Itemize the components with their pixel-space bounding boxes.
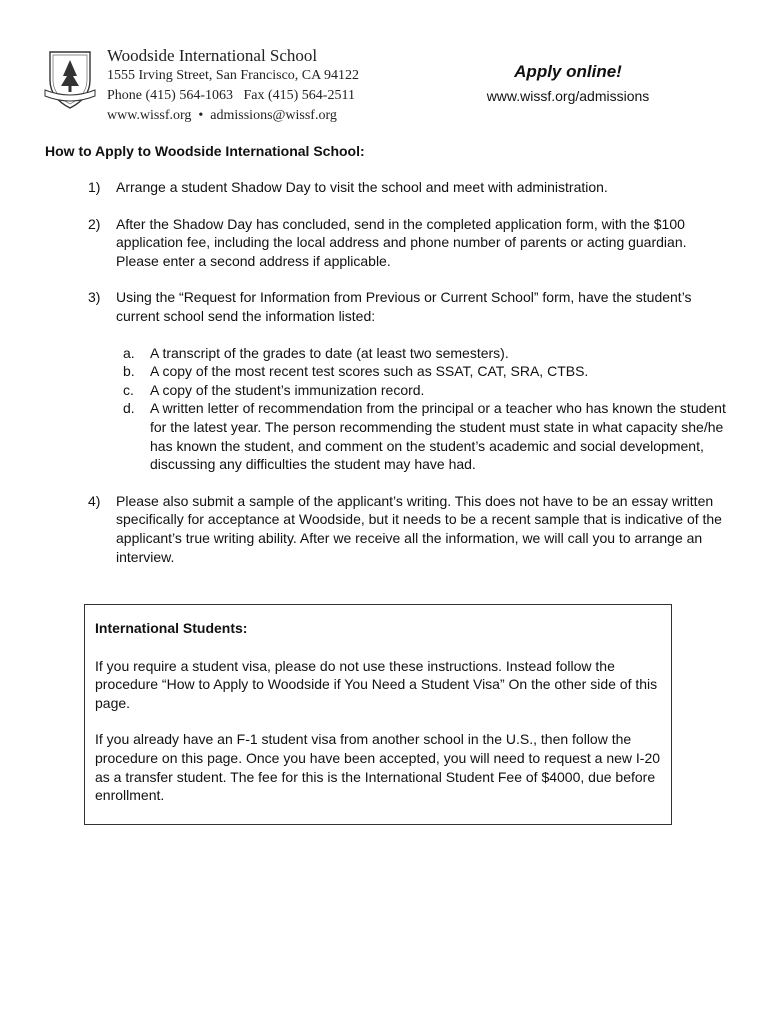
step-text: After the Shadow Day has concluded, send in the completed application form, with the $100 application fee, including the local address and phone number of parents or acting guardian. Please enter a second address if applicable. (116, 215, 687, 269)
substep-text: A written letter of recommendation from the principal or a teacher who has known the student for the latest year. The person recommending the student must state in what capacity she/he has known the student, and comment on the student’s academic and social development, discussing any difficulties the student may have had. (150, 400, 726, 473)
apply-online-title: Apply online! (514, 62, 622, 81)
substep-letter: c. (123, 381, 134, 398)
substep-c (123, 381, 728, 400)
school-crest-icon (44, 46, 96, 112)
step-number: 1) (88, 179, 101, 195)
school-name: Woodside International School (107, 46, 318, 65)
substep-letter: d. (123, 400, 135, 417)
step-text: Arrange a student Shadow Day to visit the school and meet with administration. (116, 179, 608, 195)
step-text: Using the “Request for Information from Previous or Current School” form, have the student’s current school send the information listed: (116, 289, 692, 324)
substep-text: A copy of the most recent test scores such as SSAT, CAT, SRA, CTBS. (150, 363, 589, 380)
step-number: 3) (88, 289, 101, 306)
international-paragraph-2: If you already have an F-1 student visa from another school in the U.S., then follow the procedure on this page. Once you have been accepted, you will need to request a new I-20 as a transfer student. The fee for this is the International Student Fee of $4000, due before enrollment. (95, 731, 661, 804)
school-letterhead (107, 46, 359, 126)
international-paragraph-1: If you require a student visa, please do not use these instructions. Instead follow the procedure “How to Apply to Woodside if You Need a Student Visa” On the other side of this page. (95, 657, 658, 711)
school-web-email: www.wissf.org • admissions@wissf.org (107, 108, 337, 123)
step-4 (88, 492, 728, 566)
school-address: 1555 Irving Street, San Francisco, CA 94122 (107, 68, 359, 83)
step-2 (88, 215, 728, 271)
step-number: 2) (88, 215, 101, 232)
step-1 (88, 178, 728, 197)
page-title: How to Apply to Woodside International School: (45, 143, 365, 159)
step-3-sublist (123, 344, 728, 474)
apply-online-block (470, 62, 666, 106)
application-steps (88, 178, 728, 584)
apply-online-url[interactable]: www.wissf.org/admissions (486, 88, 650, 104)
substep-b (123, 362, 728, 381)
international-students-title: International Students: (95, 620, 248, 636)
substep-d (123, 399, 728, 473)
international-students-box (84, 604, 672, 825)
substep-letter: a. (123, 344, 135, 361)
substep-text: A copy of the student’s immunization record. (150, 381, 425, 398)
substep-a (123, 344, 728, 363)
substep-letter: b. (123, 363, 135, 380)
step-number: 4) (88, 492, 101, 509)
substep-text: A transcript of the grades to date (at least two semesters). (150, 344, 509, 361)
step-3 (88, 288, 728, 325)
step-text: Please also submit a sample of the applicant’s writing. This does not have to be an essay written specifically for acceptance at Woodside, but it needs to be a recent sample that is indicative of the applicant’s true writing ability. After we receive all the information, we will call you to arrange an interview. (116, 492, 722, 565)
school-phone-fax: Phone (415) 564-1063 Fax (415) 564-2511 (107, 88, 355, 103)
